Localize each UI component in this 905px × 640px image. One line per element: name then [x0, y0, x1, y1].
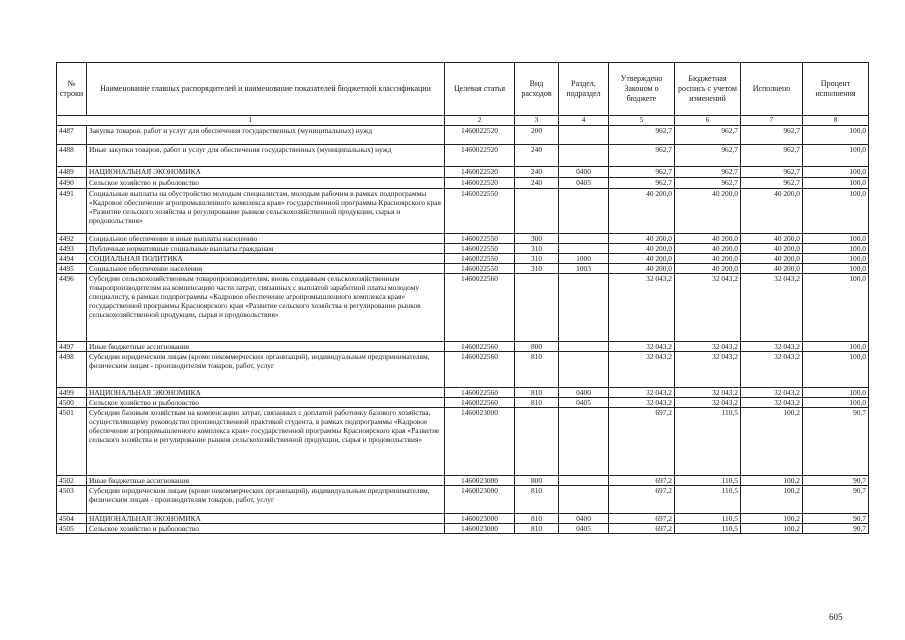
row-percent-value: 90,7 — [803, 408, 869, 476]
row-number: 4501 — [57, 408, 87, 476]
row-target-article: 1460022560 — [445, 352, 515, 388]
row-name: СОЦИАЛЬНАЯ ПОЛИТИКА — [87, 254, 445, 264]
row-number: 4498 — [57, 352, 87, 388]
row-section — [559, 244, 609, 254]
row-executed-value: 40 200,0 — [741, 254, 803, 264]
row-target-article: 1460022520 — [445, 167, 515, 178]
table-row — [57, 342, 869, 352]
row-number: 4503 — [57, 486, 87, 514]
row-expense-type: 240 — [515, 178, 559, 189]
row-section — [559, 352, 609, 388]
table-header-row — [57, 63, 869, 116]
row-section — [559, 189, 609, 234]
row-percent-value: 100,0 — [803, 167, 869, 178]
row-expense-type: 240 — [515, 145, 559, 167]
row-approved-value: 40 200,0 — [609, 264, 675, 274]
row-name: Субсидии сельскохозяйственным товаропроизводителям, вновь созданным сельскохозяйственным товаропроизводителям на компенсацию части затрат, связанных с выплатой заработной платы молодому специалисту, в рамках подпрограммы «Кадровое обеспечение агропромышленного комплекса края» государственной программы Красноярского края «Развитие сельского хозяйства и регулирование рынков сельскохозяйственной продукции, сырья и продовольствия» — [87, 274, 445, 342]
row-number: 4495 — [57, 264, 87, 274]
row-name: Субсидии юридическим лицам (кроме некоммерческих организаций), индивидуальным предпринимателям, физическим лицам - производителям товаров, работ, услуг — [87, 352, 445, 388]
row-approved-value: 32 043,2 — [609, 398, 675, 408]
row-section: 0405 — [559, 178, 609, 189]
row-name: Социальное обеспечение и иные выплаты населению — [87, 234, 445, 244]
table-row — [57, 274, 869, 342]
row-executed-value: 100,2 — [741, 476, 803, 486]
row-expense-type: 800 — [515, 342, 559, 352]
row-expense-type: 810 — [515, 388, 559, 398]
row-budget-value: 110,5 — [675, 524, 741, 534]
row-executed-value: 40 200,0 — [741, 244, 803, 254]
row-section: 0405 — [559, 398, 609, 408]
row-budget-value: 110,5 — [675, 476, 741, 486]
row-approved-value: 697,2 — [609, 486, 675, 514]
row-name: Сельское хозяйство и рыболовство — [87, 524, 445, 534]
table-row — [57, 254, 869, 264]
column-number: 6 — [675, 116, 741, 126]
row-percent-value: 100,0 — [803, 254, 869, 264]
row-executed-value: 100,2 — [741, 408, 803, 476]
row-expense-type: 300 — [515, 234, 559, 244]
row-executed-value: 32 043,2 — [741, 388, 803, 398]
row-approved-value: 962,7 — [609, 145, 675, 167]
row-budget-value: 40 200,0 — [675, 234, 741, 244]
row-approved-value: 962,7 — [609, 167, 675, 178]
table-row — [57, 264, 869, 274]
row-approved-value: 32 043,2 — [609, 342, 675, 352]
row-approved-value: 697,2 — [609, 514, 675, 524]
table-row — [57, 167, 869, 178]
header-expense-type: Вид расходов — [515, 63, 559, 116]
row-target-article: 1460022560 — [445, 274, 515, 342]
row-number: 4496 — [57, 274, 87, 342]
row-percent-value: 100,0 — [803, 264, 869, 274]
row-section: 0400 — [559, 388, 609, 398]
row-percent-value: 100,0 — [803, 145, 869, 167]
row-percent-value: 90,7 — [803, 524, 869, 534]
row-executed-value: 40 200,0 — [741, 264, 803, 274]
row-target-article: 1460022550 — [445, 254, 515, 264]
row-approved-value: 40 200,0 — [609, 244, 675, 254]
row-number: 4490 — [57, 178, 87, 189]
row-target-article: 1460022550 — [445, 234, 515, 244]
row-executed-value: 962,7 — [741, 145, 803, 167]
row-name: НАЦИОНАЛЬНАЯ ЭКОНОМИКА — [87, 514, 445, 524]
row-name: Социальные выплаты на обустройство молодым специалистам, молодым рабочим в рамках подпрограммы «Кадровое обеспечение агропромышленного комплекса края» государственной программы Красноярского края «Развитие сельского хозяйства и регулирование рынков сельскохозяйственной продукции, сырья и продовольствия» — [87, 189, 445, 234]
column-number: 4 — [559, 116, 609, 126]
row-number: 4497 — [57, 342, 87, 352]
row-name: Субсидии юридическим лицам (кроме некоммерческих организаций), индивидуальным предпринимателям, физическим лицам - производителям товаров, работ, услуг — [87, 486, 445, 514]
row-budget-value: 32 043,2 — [675, 352, 741, 388]
row-percent-value: 100,0 — [803, 388, 869, 398]
row-name: Сельское хозяйство и рыболовство — [87, 178, 445, 189]
header-executed: Исполнено — [741, 63, 803, 116]
row-number: 4499 — [57, 388, 87, 398]
row-expense-type: 810 — [515, 514, 559, 524]
row-number: 4502 — [57, 476, 87, 486]
row-percent-value: 100,0 — [803, 234, 869, 244]
row-executed-value: 40 200,0 — [741, 234, 803, 244]
row-expense-type — [515, 274, 559, 342]
table-body — [57, 126, 869, 534]
row-section — [559, 274, 609, 342]
column-number: 8 — [803, 116, 869, 126]
row-budget-value: 32 043,2 — [675, 342, 741, 352]
row-target-article: 1460023000 — [445, 514, 515, 524]
row-target-article: 1460022550 — [445, 189, 515, 234]
row-name: Субсидии базовым хозяйствам на компенсацию затрат, связанных с доплатой работнику базового хозяйства, осуществляющему руководство производственной практикой студента, в рамках подпрограммы «Кадровое обеспечение агропромышленного комплекса края» государственной программы Красноярского края «Развитие сельского хозяйства и регулирование рынков сельскохозяйственной продукции, сырья и продовольствия» — [87, 408, 445, 476]
row-target-article: 1460022560 — [445, 388, 515, 398]
row-name: Иные бюджетные ассигнования — [87, 342, 445, 352]
row-expense-type: 310 — [515, 244, 559, 254]
row-percent-value: 100,0 — [803, 342, 869, 352]
header-budget-schedule: Бюджетная роспись с учетом изменений — [675, 63, 741, 116]
row-expense-type: 310 — [515, 264, 559, 274]
row-executed-value: 962,7 — [741, 167, 803, 178]
column-number: 1 — [57, 116, 445, 126]
table-row — [57, 388, 869, 398]
row-section — [559, 486, 609, 514]
row-number: 4489 — [57, 167, 87, 178]
row-percent-value: 100,0 — [803, 398, 869, 408]
row-approved-value: 962,7 — [609, 178, 675, 189]
row-expense-type: 800 — [515, 476, 559, 486]
header-row-number: № строки — [57, 63, 87, 116]
row-budget-value: 40 200,0 — [675, 244, 741, 254]
row-budget-value: 32 043,2 — [675, 398, 741, 408]
row-number: 4500 — [57, 398, 87, 408]
header-percent: Процент исполнения — [803, 63, 869, 116]
row-budget-value: 962,7 — [675, 126, 741, 145]
row-budget-value: 110,5 — [675, 408, 741, 476]
row-section — [559, 234, 609, 244]
row-target-article: 1460022520 — [445, 145, 515, 167]
column-number-row — [57, 116, 869, 126]
row-budget-value: 32 043,2 — [675, 388, 741, 398]
budget-table — [56, 62, 869, 534]
row-executed-value: 32 043,2 — [741, 342, 803, 352]
row-number: 4505 — [57, 524, 87, 534]
row-budget-value: 40 200,0 — [675, 189, 741, 234]
row-percent-value: 90,7 — [803, 514, 869, 524]
row-target-article: 1460023000 — [445, 486, 515, 514]
row-section: 0400 — [559, 167, 609, 178]
table-row — [57, 486, 869, 514]
row-section — [559, 126, 609, 145]
row-section — [559, 145, 609, 167]
row-expense-type — [515, 189, 559, 234]
row-name: Социальное обеспечение населения — [87, 264, 445, 274]
column-number: 3 — [515, 116, 559, 126]
row-expense-type: 240 — [515, 167, 559, 178]
row-expense-type — [515, 408, 559, 476]
row-percent-value: 100,0 — [803, 126, 869, 145]
row-executed-value: 40 200,0 — [741, 189, 803, 234]
row-name: НАЦИОНАЛЬНАЯ ЭКОНОМИКА — [87, 167, 445, 178]
row-executed-value: 962,7 — [741, 126, 803, 145]
row-name: Публичные нормативные социальные выплаты гражданам — [87, 244, 445, 254]
row-executed-value: 100,2 — [741, 524, 803, 534]
row-budget-value: 962,7 — [675, 178, 741, 189]
row-number: 4492 — [57, 234, 87, 244]
row-approved-value: 962,7 — [609, 126, 675, 145]
row-budget-value: 110,5 — [675, 486, 741, 514]
row-target-article: 1460023000 — [445, 408, 515, 476]
row-target-article: 1460022560 — [445, 398, 515, 408]
table-row — [57, 234, 869, 244]
table-row — [57, 398, 869, 408]
row-number: 4487 — [57, 126, 87, 145]
row-approved-value: 40 200,0 — [609, 234, 675, 244]
row-budget-value: 962,7 — [675, 145, 741, 167]
row-approved-value: 32 043,2 — [609, 274, 675, 342]
table-row — [57, 189, 869, 234]
row-name: НАЦИОНАЛЬНАЯ ЭКОНОМИКА — [87, 388, 445, 398]
table-row — [57, 145, 869, 167]
row-executed-value: 962,7 — [741, 178, 803, 189]
row-approved-value: 40 200,0 — [609, 254, 675, 264]
column-number: 5 — [609, 116, 675, 126]
row-expense-type: 810 — [515, 398, 559, 408]
column-number: 7 — [741, 116, 803, 126]
row-percent-value: 90,7 — [803, 476, 869, 486]
table-row — [57, 524, 869, 534]
row-approved-value: 32 043,2 — [609, 388, 675, 398]
row-percent-value: 100,0 — [803, 189, 869, 234]
row-expense-type: 810 — [515, 352, 559, 388]
table-row — [57, 244, 869, 254]
row-approved-value: 697,2 — [609, 476, 675, 486]
row-expense-type: 810 — [515, 486, 559, 514]
row-budget-value: 962,7 — [675, 167, 741, 178]
row-section — [559, 476, 609, 486]
row-name: Иные закупки товаров, работ и услуг для обеспечения государственных (муниципальных) нужд — [87, 145, 445, 167]
row-percent-value: 90,7 — [803, 486, 869, 514]
row-section — [559, 342, 609, 352]
table-row — [57, 514, 869, 524]
row-approved-value: 697,2 — [609, 408, 675, 476]
row-section — [559, 408, 609, 476]
row-target-article: 1460022520 — [445, 178, 515, 189]
row-target-article: 1460023000 — [445, 476, 515, 486]
header-section: Раздел, подраздел — [559, 63, 609, 116]
table-row — [57, 476, 869, 486]
row-name: Закупка товаров, работ и услуг для обеспечения государственных (муниципальных) нужд — [87, 126, 445, 145]
row-expense-type: 310 — [515, 254, 559, 264]
row-target-article: 1460023000 — [445, 524, 515, 534]
row-percent-value: 100,0 — [803, 274, 869, 342]
page-number: 605 — [829, 612, 843, 622]
table-row — [57, 178, 869, 189]
row-executed-value: 32 043,2 — [741, 352, 803, 388]
row-executed-value: 32 043,2 — [741, 398, 803, 408]
row-number: 4504 — [57, 514, 87, 524]
row-executed-value: 32 043,2 — [741, 274, 803, 342]
row-section: 1003 — [559, 264, 609, 274]
row-budget-value: 32 043,2 — [675, 274, 741, 342]
header-name: Наименование главных распорядителей и наименование показателей бюджетной классификации — [87, 63, 445, 116]
row-name: Иные бюджетные ассигнования — [87, 476, 445, 486]
row-percent-value: 100,0 — [803, 352, 869, 388]
header-target-article: Целевая статья — [445, 63, 515, 116]
row-number: 4491 — [57, 189, 87, 234]
row-executed-value: 100,2 — [741, 486, 803, 514]
row-approved-value: 697,2 — [609, 524, 675, 534]
header-approved: Утверждено Законом о бюджете — [609, 63, 675, 116]
row-budget-value: 110,5 — [675, 514, 741, 524]
table-row — [57, 352, 869, 388]
row-budget-value: 40 200,0 — [675, 264, 741, 274]
row-section: 1000 — [559, 254, 609, 264]
row-target-article: 1460022550 — [445, 244, 515, 254]
row-percent-value: 100,0 — [803, 178, 869, 189]
row-section: 0400 — [559, 514, 609, 524]
row-section: 0405 — [559, 524, 609, 534]
row-approved-value: 40 200,0 — [609, 189, 675, 234]
row-expense-type: 200 — [515, 126, 559, 145]
row-target-article: 1460022550 — [445, 264, 515, 274]
table-row — [57, 408, 869, 476]
row-target-article: 1460022560 — [445, 342, 515, 352]
row-target-article: 1460022520 — [445, 126, 515, 145]
row-name: Сельское хозяйство и рыболовство — [87, 398, 445, 408]
row-percent-value: 100,0 — [803, 244, 869, 254]
row-budget-value: 40 200,0 — [675, 254, 741, 264]
row-number: 4488 — [57, 145, 87, 167]
row-number: 4494 — [57, 254, 87, 264]
row-executed-value: 100,2 — [741, 514, 803, 524]
column-number: 2 — [445, 116, 515, 126]
table-row — [57, 126, 869, 145]
row-approved-value: 32 043,2 — [609, 352, 675, 388]
row-expense-type: 810 — [515, 524, 559, 534]
row-number: 4493 — [57, 244, 87, 254]
